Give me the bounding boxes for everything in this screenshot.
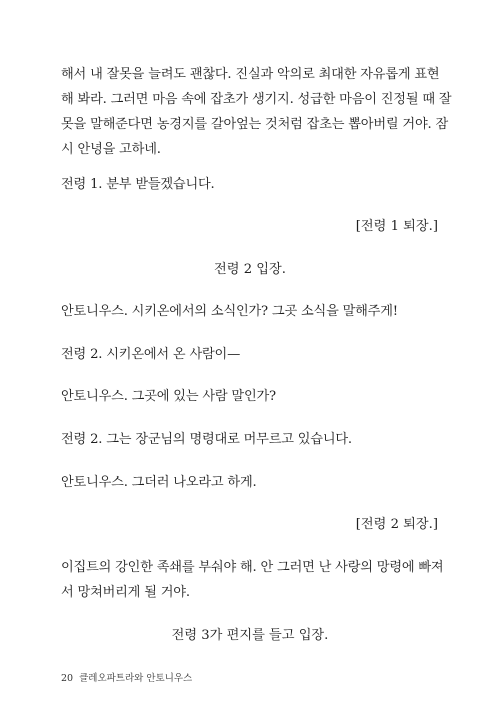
dialogue-line: 안토니우스. 그곳에 있는 사람 말인가?	[61, 389, 276, 404]
paragraph-line: 시 안녕을 고하네.	[61, 142, 161, 157]
opening-paragraph	[61, 62, 452, 162]
closing-paragraph	[61, 555, 444, 605]
dialogue-line: 전령 2. 그는 장군님의 명령대로 머무르고 있습니다.	[61, 432, 352, 447]
paragraph-line: 해 봐라. 그러면 마음 속에 잡초가 생기지. 성급한 마음이 진정될 때 잘	[61, 92, 452, 107]
paragraph-line: 해서 내 잘못을 늘려도 괜찮다. 진실과 악의로 최대한 자유롭게 표현	[61, 67, 440, 82]
paragraph-line: 못을 말해준다면 농경지를 갈아엎는 것처럼 잡초는 뽑아버릴 거야. 잠	[61, 117, 449, 132]
stage-direction-enter: 전령 2 입장.	[214, 262, 286, 277]
dialogue-line: 안토니우스. 시키온에서의 소식인가? 그곳 소식을 말해주게!	[61, 304, 398, 319]
stage-direction-enter: 전령 3가 편지를 들고 입장.	[171, 628, 329, 643]
dialogue-line: 안토니우스. 그더러 나오라고 하게.	[61, 475, 257, 490]
stage-direction-exit: [전령 2 퇴장.]	[355, 517, 438, 532]
page-number: 20	[61, 673, 74, 684]
dialogue-line: 전령 1. 분부 받들겠습니다.	[61, 177, 215, 192]
running-title: 클레오파트라와 안토니우스	[79, 673, 193, 684]
page-footer	[61, 672, 192, 686]
dialogue-line: 전령 2. 시키온에서 온 사람이—	[61, 347, 241, 362]
paragraph-line: 서 망쳐버리게 될 거야.	[61, 585, 190, 600]
paragraph-line: 이집트의 강인한 족쇄를 부숴야 해. 안 그러면 난 사랑의 망령에 빠져	[61, 560, 444, 575]
stage-direction-exit: [전령 1 퇴장.]	[355, 219, 438, 234]
